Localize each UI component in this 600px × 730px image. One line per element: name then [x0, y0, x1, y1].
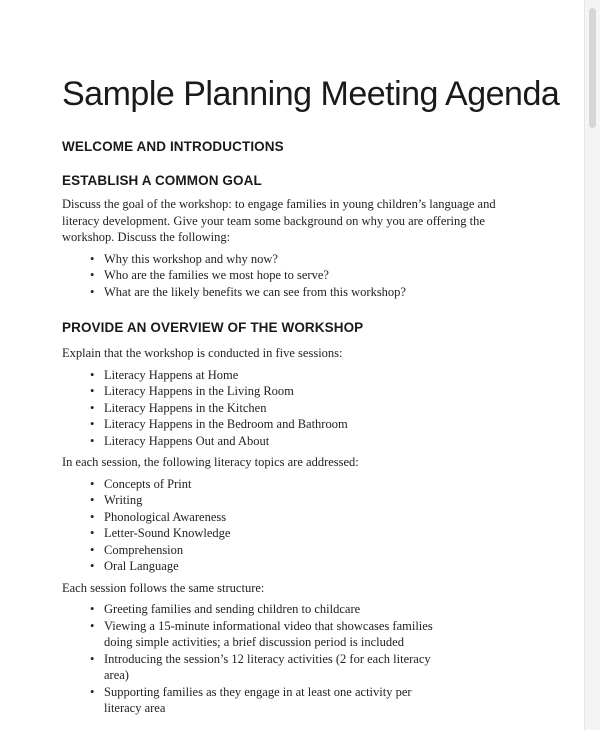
list-item: • Letter-Sound Knowledge — [90, 525, 444, 542]
section-heading-goal: ESTABLISH A COMMON GOAL — [62, 173, 262, 188]
structure-list — [62, 601, 584, 717]
list-item: • Literacy Happens in the Bedroom and Bathroom — [90, 416, 444, 433]
list-item: • Viewing a 15-minute informational video that showcases families doing simple activities; a brief discussion period is included — [90, 618, 434, 651]
scrollbar-thumb[interactable] — [589, 8, 596, 128]
list-item: • Oral Language — [90, 558, 444, 575]
list-item: • Literacy Happens in the Living Room — [90, 383, 444, 400]
list-item: • Literacy Happens at Home — [90, 367, 444, 384]
list-item: • Literacy Happens Out and About — [90, 433, 444, 450]
list-item: • What are the likely benefits we can see from this workshop? — [90, 284, 444, 301]
vertical-scrollbar[interactable] — [584, 0, 600, 730]
list-item: • Comprehension — [90, 542, 444, 559]
list-item: • Introducing the session’s 12 literacy activities (2 for each literacy area) — [90, 651, 434, 684]
goal-intro-paragraph: Discuss the goal of the workshop: to engage families in young children’s language and literacy development. Give your team some background on why you are offering the workshop. Discuss the following: — [62, 197, 496, 244]
list-item: • Writing — [90, 492, 444, 509]
topics-intro-paragraph: In each session, the following literacy topics are addressed: — [62, 455, 359, 469]
goal-question-list — [62, 251, 584, 301]
topics-list — [62, 476, 584, 575]
section-heading-welcome: WELCOME AND INTRODUCTIONS — [62, 139, 284, 154]
sessions-intro-paragraph: Explain that the workshop is conducted in five sessions: — [62, 346, 343, 360]
sessions-list — [62, 367, 584, 450]
list-item: • Greeting families and sending children to childcare — [90, 601, 434, 618]
list-item: • Literacy Happens in the Kitchen — [90, 400, 444, 417]
list-item: • Who are the families we most hope to serve? — [90, 267, 444, 284]
section-heading-overview: PROVIDE AN OVERVIEW OF THE WORKSHOP — [62, 320, 364, 335]
structure-intro-paragraph: Each session follows the same structure: — [62, 580, 265, 595]
list-item: • Phonological Awareness — [90, 509, 444, 526]
list-item: • Why this workshop and why now? — [90, 251, 444, 268]
page-title: Sample Planning Meeting Agenda — [62, 75, 560, 113]
list-item: • Concepts of Print — [90, 476, 444, 493]
list-item: • Supporting families as they engage in at least one activity per literacy area — [90, 684, 434, 717]
